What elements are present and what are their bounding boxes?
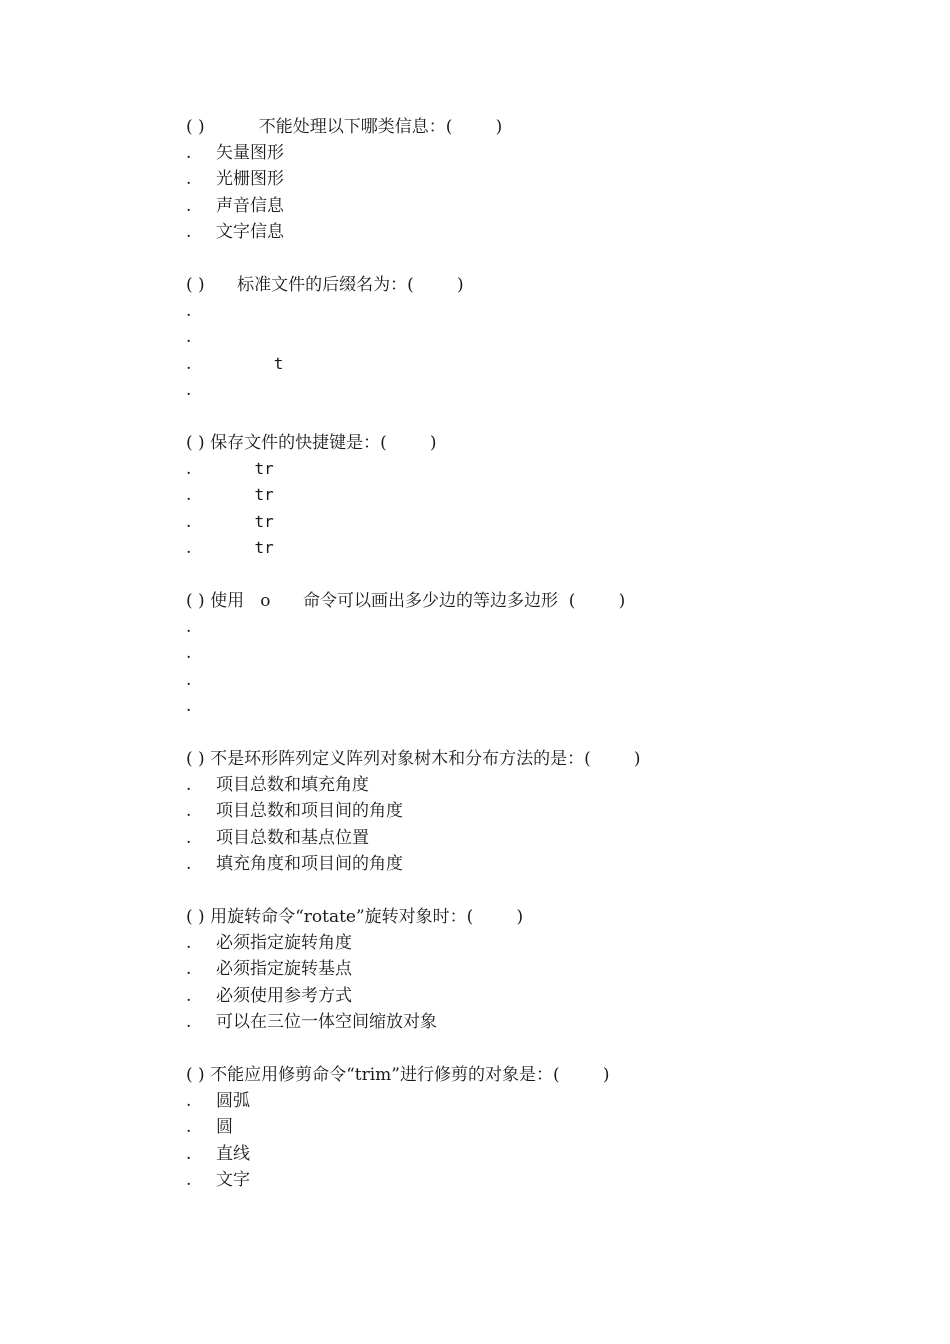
option-b	[186, 1114, 806, 1140]
option-marker: .	[186, 169, 192, 190]
option-b	[186, 166, 806, 192]
option-marker: .	[186, 985, 192, 1006]
option-marker: .	[186, 695, 192, 716]
option-text: 文字	[216, 1169, 250, 1190]
question-stem: ( ) 不能应用修剪命令“trim”进行修剪的对象是：( )	[186, 1065, 610, 1085]
option-text: 圆	[216, 1117, 233, 1138]
option-marker: .	[186, 1091, 192, 1111]
question-stem: ( ) 不能处理以下哪类信息：( )	[186, 117, 503, 137]
option-b	[186, 798, 806, 824]
option-a	[186, 298, 806, 324]
option-marker: .	[186, 617, 192, 637]
option-marker: .	[186, 327, 192, 348]
option-marker: .	[186, 853, 192, 874]
option-c	[186, 351, 806, 377]
option-a	[186, 930, 806, 956]
question-1	[186, 114, 806, 245]
option-b	[186, 956, 806, 982]
option-c	[186, 667, 806, 693]
option-d	[186, 693, 806, 719]
option-marker: .	[186, 1117, 192, 1138]
option-text: tr	[216, 459, 274, 478]
option-d	[186, 219, 806, 245]
option-a	[186, 1088, 806, 1114]
option-text: 光栅图形	[216, 169, 284, 190]
option-text: 必须使用参考方式	[216, 985, 352, 1006]
option-marker: .	[186, 195, 192, 216]
option-a	[186, 456, 806, 482]
option-text: tr	[216, 485, 274, 505]
option-text: t	[216, 353, 284, 373]
option-b	[186, 482, 806, 508]
option-marker: .	[186, 459, 192, 479]
option-marker: .	[186, 801, 192, 822]
question-7	[186, 1062, 806, 1193]
option-d	[186, 1009, 806, 1035]
option-marker: .	[186, 511, 192, 532]
question-5	[186, 746, 806, 877]
option-marker: .	[186, 1011, 192, 1032]
option-c	[186, 509, 806, 535]
option-marker: .	[186, 379, 192, 400]
question-stem: ( ) 保存文件的快捷键是：( )	[186, 433, 437, 453]
option-text: 填充角度和项目间的角度	[216, 853, 403, 874]
option-text: 项目总数和项目间的角度	[216, 801, 403, 822]
option-marker: .	[186, 1169, 192, 1190]
option-text: 声音信息	[216, 195, 284, 216]
question-4	[186, 588, 806, 719]
option-marker: .	[186, 643, 192, 664]
option-marker: .	[186, 353, 192, 374]
option-marker: .	[186, 959, 192, 980]
question-2	[186, 272, 806, 403]
option-marker: .	[186, 301, 192, 321]
option-marker: .	[186, 1143, 192, 1164]
option-marker: .	[186, 827, 192, 848]
option-c	[186, 1141, 806, 1167]
option-text: 项目总数和基点位置	[216, 827, 369, 848]
question-stem: ( ) 用旋转命令“rotate”旋转对象时：( )	[186, 907, 524, 927]
option-text: 圆弧	[216, 1091, 250, 1111]
question-stem: ( ) 不是环形阵列定义阵列对象树木和分布方法的是：( )	[186, 749, 641, 769]
option-marker: .	[186, 485, 192, 506]
option-text: 项目总数和填充角度	[216, 775, 369, 795]
option-text: 文字信息	[216, 221, 284, 242]
option-a	[186, 614, 806, 640]
option-d	[186, 851, 806, 877]
option-text: 必须指定旋转基点	[216, 959, 352, 980]
option-c	[186, 193, 806, 219]
option-c	[186, 983, 806, 1009]
option-a	[186, 772, 806, 798]
question-3	[186, 430, 806, 561]
option-marker: .	[186, 669, 192, 690]
option-marker: .	[186, 221, 192, 242]
option-c	[186, 825, 806, 851]
option-text: tr	[216, 537, 274, 557]
option-marker: .	[186, 933, 192, 953]
question-6	[186, 904, 806, 1035]
question-stem: ( ) 标准文件的后缀名为：( )	[186, 275, 464, 295]
question-stem: ( ) 使用 o 命令可以画出多少边的等边多边形 ( )	[186, 591, 626, 611]
option-a	[186, 140, 806, 166]
option-text: 可以在三位一体空间缩放对象	[216, 1011, 437, 1032]
option-text: 必须指定旋转角度	[216, 933, 352, 953]
option-b	[186, 324, 806, 350]
option-marker: .	[186, 775, 192, 795]
option-d	[186, 535, 806, 561]
option-text: 直线	[216, 1143, 250, 1164]
option-b	[186, 640, 806, 666]
option-text: tr	[216, 511, 274, 531]
option-d	[186, 377, 806, 403]
option-marker: .	[186, 537, 192, 558]
option-text: 矢量图形	[216, 143, 284, 163]
option-marker: .	[186, 143, 192, 163]
option-d	[186, 1167, 806, 1193]
